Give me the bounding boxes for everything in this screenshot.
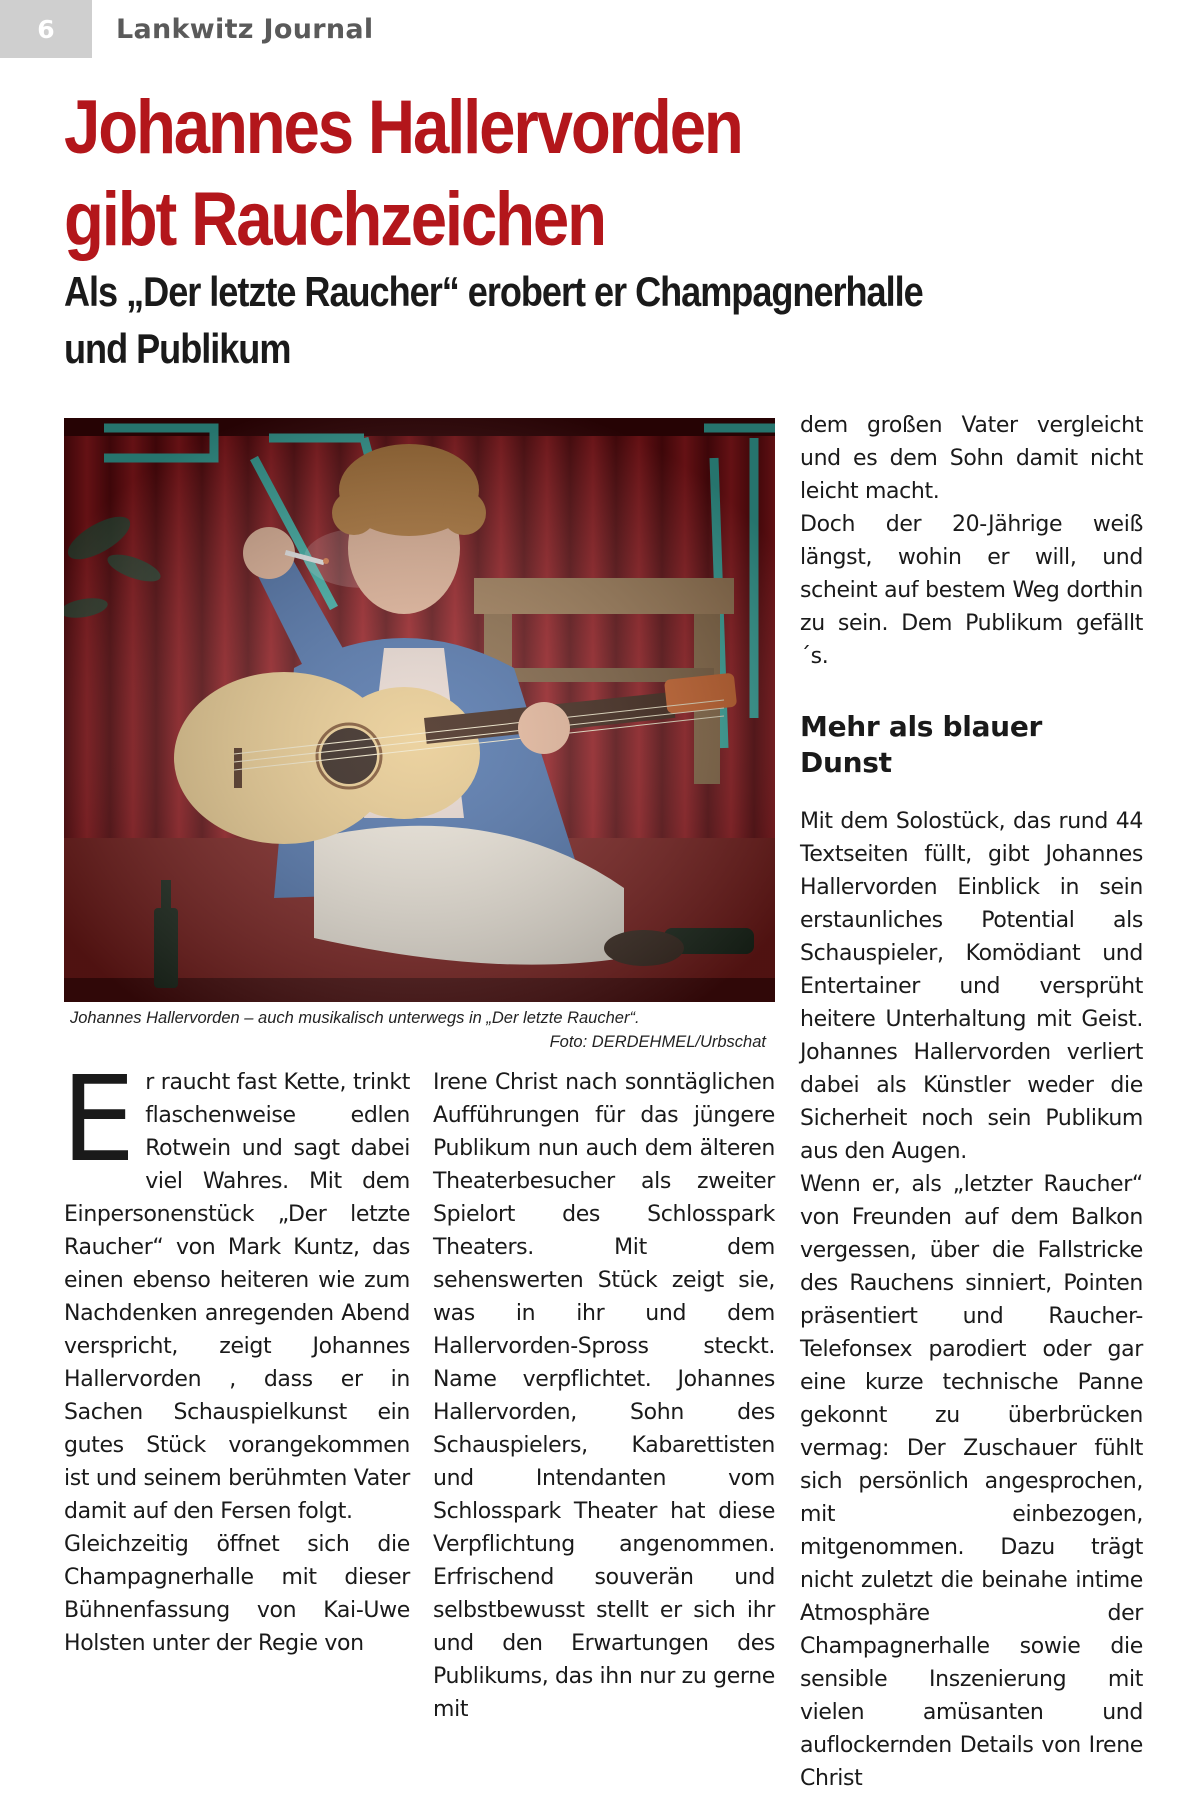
col3-paragraph-4: Wenn er, als „letzter Raucher“ von Freunden auf dem Balkon vergessen, über die Fallstricke des Rauchens sinniert, Pointen präsentiert und Raucher-Telefonsex parodiert oder gar eine kurze technische Panne gekonnt zu überbrücken vermag: Der Zuschauer fühlt sich persönlich angesprochen, mit einbezogen, mitgenommen. Dazu trägt nicht zuletzt die beinahe intime Atmosphäre der Champagnerhalle sowie die sensible Inszenierung mit vielen amüsanten und auflockernden Details von Irene Christ <box>800 1172 1143 1791</box>
article-photo <box>64 418 775 1002</box>
col1-paragraph-1 <box>61 1050 410 1528</box>
subheadline-line-1: Als „Der letzte Raucher“ erobert er Champagnerhalle <box>64 268 923 315</box>
subheadline <box>64 263 1027 377</box>
text-column-2 <box>433 1066 775 1726</box>
dropcap: E <box>61 1050 136 1188</box>
headline-line-2: gibt Rauchzeichen <box>64 177 605 262</box>
photo-caption <box>70 1006 766 1054</box>
text-column-3 <box>800 409 1143 1795</box>
photo-credit: Foto: DERDEHMEL/Urbschat <box>549 1033 766 1051</box>
col3-paragraph-1: dem großen Vater vergleicht und es dem Sohn damit nicht leicht macht. <box>800 413 1143 504</box>
col3-paragraph-2: Doch der 20-Jährige weiß längst, wohin er will, und scheint auf bestem Weg dorthin zu sein. Dem Publikum gefällt´s. <box>800 512 1143 669</box>
text-column-1 <box>61 1050 410 1660</box>
headline <box>64 82 993 266</box>
headline-line-1: Johannes Hallervorden <box>64 85 742 170</box>
journal-name: Lankwitz Journal <box>116 14 374 45</box>
col1-paragraph-2: Gleichzeitig öffnet sich die Champagnerhalle mit dieser Bühnenfassung von Kai-Uwe Holsten unter der Regie von <box>64 1532 410 1656</box>
caption-text: Johannes Hallervorden – auch musikalisch unterwegs in „Der letzte Raucher“. <box>70 1009 640 1027</box>
col1-paragraph-1-text: r raucht fast Kette, trinkt flaschenweise edlen Rotwein und sagt dabei viel Wahres. Mit dem Einpersonenstück „Der letzte Raucher“ von Mark Kuntz, das einen ebenso heiteren wie zum Nachdenken anregenden Abend verspricht, zeigt Johannes Hallervorden , dass er in Sachen Schauspielkunst ein gutes Stück vorangekommen ist und seinem berühmten Vater damit auf den Fersen folgt. <box>64 1070 410 1524</box>
section-heading: Mehr als blauer Dunst <box>800 710 1043 779</box>
subheadline-line-2: und Publikum <box>64 325 291 372</box>
page-number: 6 <box>0 0 92 58</box>
col3-paragraph-3: Mit dem Solostück, das rund 44 Textseiten füllt, gibt Johannes Hallervorden Einblick in sein erstaunliches Potential als Schauspieler, Komödiant und Entertainer und versprüht heitere Unterhaltung mit Geist. Johannes Hallervorden verliert dabei als Künstler weder die Sicherheit noch sein Publikum aus den Augen. <box>800 809 1143 1164</box>
col2-paragraph-1: Irene Christ nach sonntäglichen Aufführungen für das jüngere Publikum nun auch dem älteren Theaterbesucher als zweiter Spielort des Schlosspark Theaters. Mit dem sehenswerten Stück zeigt sie, was in ihr und dem Hallervorden-Spross steckt. Name verpflichtet. Johannes Hallervorden, Sohn des Schauspielers, Kabarettisten und Intendanten vom Schlosspark Theater hat diese Verpflichtung angenommen. Erfrischend souverän und selbstbewusst stellt er sich ihr und den Erwartungen des Publikums, das ihn nur zu gerne mit <box>433 1070 775 1722</box>
